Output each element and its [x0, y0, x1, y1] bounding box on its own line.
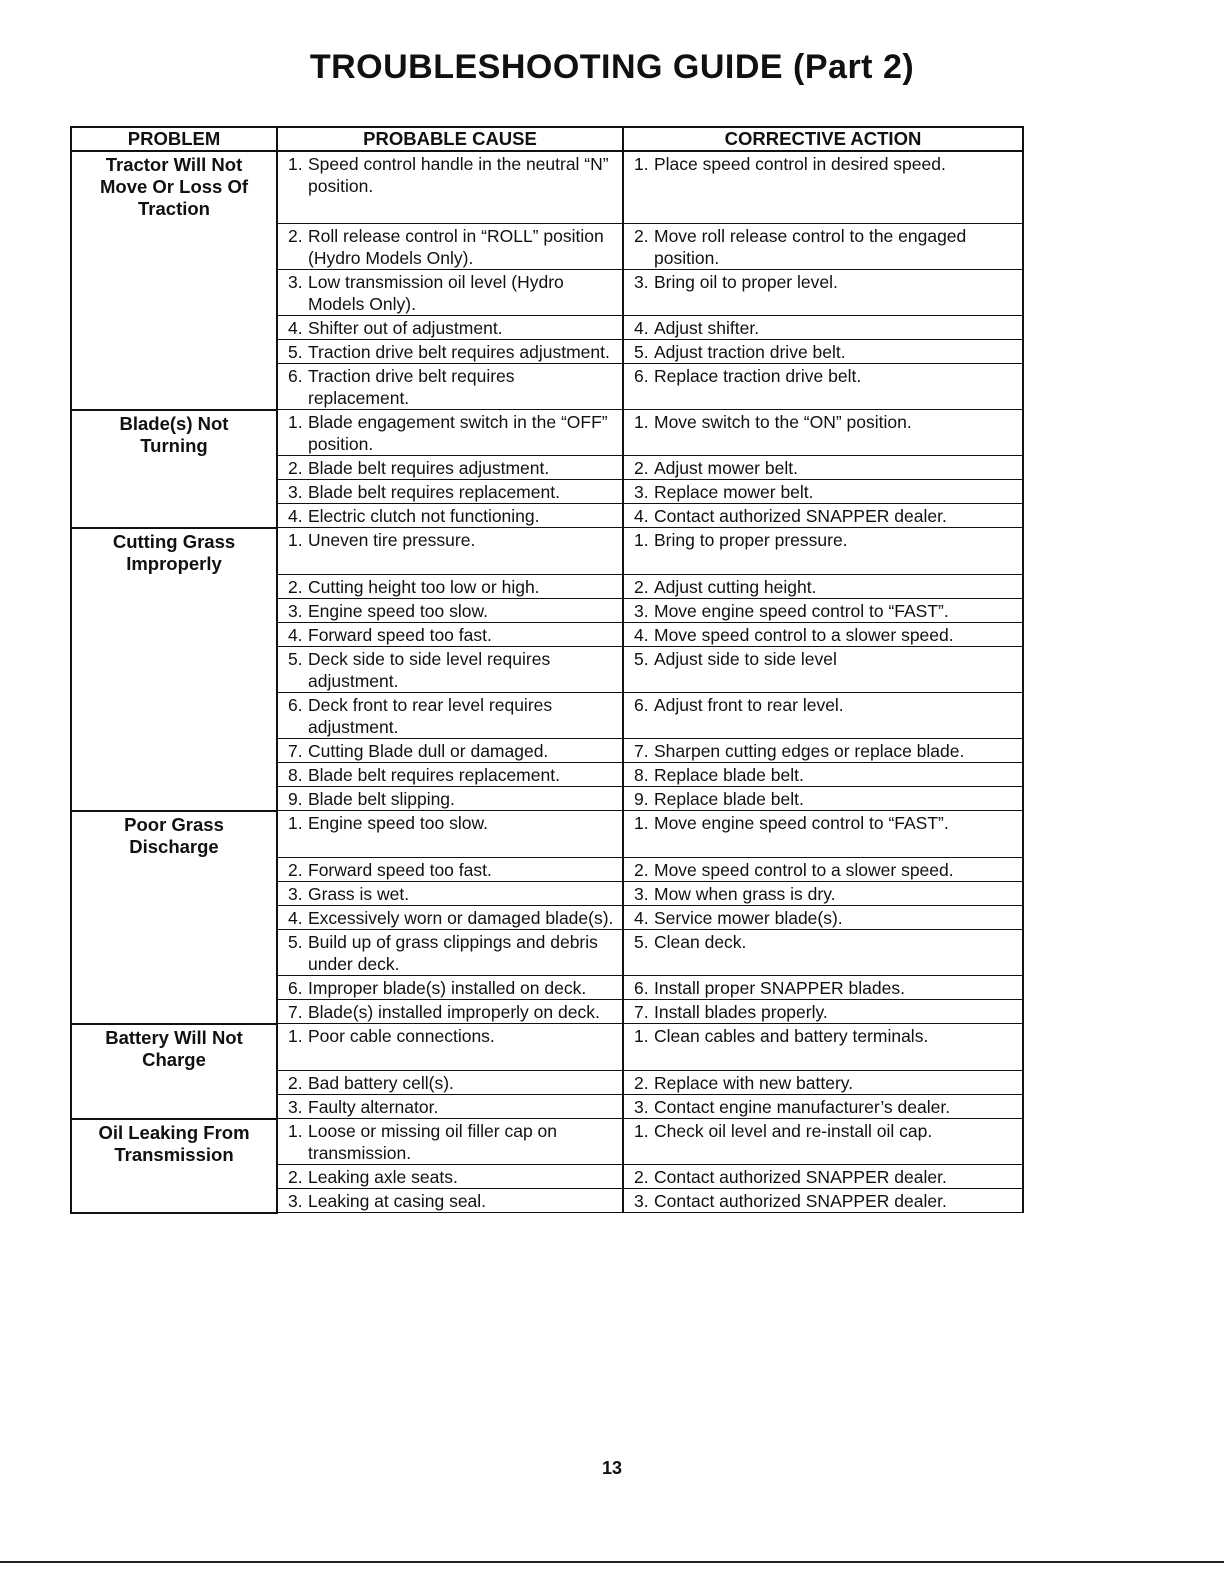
cause-number: 2.: [288, 1167, 303, 1187]
action-text: Place speed control in desired speed.: [654, 154, 946, 174]
cause-text: Blade belt requires replacement.: [308, 482, 560, 502]
action-item: [634, 529, 1016, 551]
action-cell: [623, 739, 1023, 763]
cause-item: [288, 694, 616, 738]
bottom-rule: [0, 1561, 1224, 1563]
action-number: 1.: [634, 1026, 649, 1046]
cause-item: [288, 1190, 616, 1212]
cause-text: Electric clutch not functioning.: [308, 506, 540, 526]
action-text: Adjust front to rear level.: [654, 695, 844, 715]
action-text: Replace mower belt.: [654, 482, 814, 502]
cause-item: [288, 481, 616, 503]
action-item: [634, 694, 1016, 716]
cause-item: [288, 153, 616, 197]
cause-cell: [277, 1119, 623, 1165]
action-item: [634, 1166, 1016, 1188]
action-text: Check oil level and re-install oil cap.: [654, 1121, 933, 1141]
action-column-header: CORRECTIVE ACTION: [623, 127, 1023, 151]
cause-cell: [277, 882, 623, 906]
cause-cell: [277, 575, 623, 599]
header-row: [71, 127, 1023, 151]
cause-item: [288, 225, 616, 269]
cause-item: [288, 883, 616, 905]
action-number: 4.: [634, 318, 649, 338]
action-cell: [623, 456, 1023, 480]
cause-text: Blade engagement switch in the “OFF” position.: [308, 412, 608, 454]
action-number: 6.: [634, 695, 649, 715]
action-number: 5.: [634, 932, 649, 952]
action-text: Move speed control to a slower speed.: [654, 860, 954, 880]
cause-cell: [277, 906, 623, 930]
problem-cell: Oil Leaking From Transmission: [71, 1119, 277, 1213]
cause-number: 1.: [288, 1026, 303, 1046]
action-text: Replace blade belt.: [654, 789, 804, 809]
table-row: [71, 528, 1023, 575]
cause-item: [288, 740, 616, 762]
cause-item: [288, 576, 616, 598]
action-item: [634, 457, 1016, 479]
action-cell: [623, 858, 1023, 882]
cause-number: 9.: [288, 789, 303, 809]
cause-cell: [277, 480, 623, 504]
action-item: [634, 576, 1016, 598]
action-number: 2.: [634, 226, 649, 246]
action-text: Adjust shifter.: [654, 318, 760, 338]
action-cell: [623, 1000, 1023, 1024]
action-text: Install blades properly.: [654, 1002, 828, 1022]
action-text: Service mower blade(s).: [654, 908, 843, 928]
action-text: Move engine speed control to “FAST”.: [654, 601, 949, 621]
cause-text: Leaking axle seats.: [308, 1167, 458, 1187]
page-title: TROUBLESHOOTING GUIDE (Part 2): [309, 48, 915, 86]
cause-cell: [277, 528, 623, 575]
table-row: [71, 1119, 1023, 1165]
cause-item: [288, 812, 616, 834]
cause-text: Cutting height too low or high.: [308, 577, 540, 597]
action-cell: [623, 270, 1023, 316]
cause-number: 6.: [288, 366, 303, 386]
action-text: Contact engine manufacturer’s dealer.: [654, 1097, 951, 1117]
action-cell: [623, 599, 1023, 623]
cause-text: Forward speed too fast.: [308, 860, 492, 880]
cause-cell: [277, 364, 623, 410]
action-text: Sharpen cutting edges or replace blade.: [654, 741, 965, 761]
action-number: 6.: [634, 366, 649, 386]
action-cell: [623, 623, 1023, 647]
action-text: Contact authorized SNAPPER dealer.: [654, 1191, 947, 1211]
cause-item: [288, 271, 616, 315]
action-cell: [623, 410, 1023, 456]
cause-cell: [277, 930, 623, 976]
action-cell: [623, 364, 1023, 410]
action-cell: [623, 1165, 1023, 1189]
cause-text: Loose or missing oil filler cap on transmission.: [308, 1121, 558, 1163]
cause-number: 1.: [288, 530, 303, 550]
cause-text: Deck side to side level requires adjustment.: [308, 649, 551, 691]
cause-number: 6.: [288, 695, 303, 715]
cause-number: 1.: [288, 154, 303, 174]
action-item: [634, 883, 1016, 905]
action-item: [634, 225, 1016, 269]
action-item: [634, 341, 1016, 363]
cause-item: [288, 1072, 616, 1094]
page-number: 13: [601, 1458, 623, 1478]
cause-text: Deck front to rear level requires adjustment.: [308, 695, 553, 737]
cause-number: 8.: [288, 765, 303, 785]
problem-column-header: PROBLEM: [71, 127, 277, 151]
action-number: 2.: [634, 1167, 649, 1187]
action-item: [634, 1096, 1016, 1118]
cause-text: Excessively worn or damaged blade(s).: [308, 908, 614, 928]
cause-number: 4.: [288, 625, 303, 645]
action-text: Clean deck.: [654, 932, 747, 952]
cause-text: Bad battery cell(s).: [308, 1073, 454, 1093]
cause-text: Blade belt requires adjustment.: [308, 458, 550, 478]
action-item: [634, 153, 1016, 175]
action-cell: [623, 787, 1023, 811]
action-text: Replace traction drive belt.: [654, 366, 862, 386]
cause-number: 3.: [288, 482, 303, 502]
action-item: [634, 624, 1016, 646]
action-cell: [623, 340, 1023, 364]
cause-cell: [277, 1165, 623, 1189]
action-item: [634, 859, 1016, 881]
cause-number: 1.: [288, 813, 303, 833]
action-number: 7.: [634, 741, 649, 761]
cause-cell: [277, 270, 623, 316]
action-number: 2.: [634, 1073, 649, 1093]
cause-cell: [277, 787, 623, 811]
cause-number: 5.: [288, 342, 303, 362]
action-text: Bring to proper pressure.: [654, 530, 848, 550]
action-text: Move engine speed control to “FAST”.: [654, 813, 949, 833]
action-cell: [623, 504, 1023, 528]
action-item: [634, 317, 1016, 339]
cause-number: 3.: [288, 1191, 303, 1211]
action-cell: [623, 224, 1023, 270]
action-text: Move speed control to a slower speed.: [654, 625, 954, 645]
action-number: 3.: [634, 884, 649, 904]
cause-number: 1.: [288, 412, 303, 432]
cause-item: [288, 1025, 616, 1047]
action-number: 1.: [634, 154, 649, 174]
cause-cell: [277, 811, 623, 858]
cause-text: Build up of grass clippings and debris under deck.: [308, 932, 598, 974]
cause-number: 4.: [288, 318, 303, 338]
action-number: 5.: [634, 649, 649, 669]
action-cell: [623, 906, 1023, 930]
action-cell: [623, 763, 1023, 787]
action-item: [634, 648, 1016, 670]
cause-text: Shifter out of adjustment.: [308, 318, 503, 338]
cause-text: Cutting Blade dull or damaged.: [308, 741, 549, 761]
cause-number: 3.: [288, 884, 303, 904]
cause-number: 1.: [288, 1121, 303, 1141]
action-item: [634, 812, 1016, 834]
action-cell: [623, 575, 1023, 599]
cause-cell: [277, 647, 623, 693]
cause-text: Poor cable connections.: [308, 1026, 495, 1046]
cause-text: Uneven tire pressure.: [308, 530, 476, 550]
cause-text: Low transmission oil level (Hydro Models Only).: [308, 272, 564, 314]
action-number: 4.: [634, 625, 649, 645]
action-text: Contact authorized SNAPPER dealer.: [654, 1167, 947, 1187]
cause-item: [288, 505, 616, 527]
cause-text: Speed control handle in the neutral “N” position.: [308, 154, 609, 196]
cause-text: Traction drive belt requires adjustment.: [308, 342, 610, 362]
action-number: 3.: [634, 601, 649, 621]
action-item: [634, 740, 1016, 762]
cause-cell: [277, 1024, 623, 1071]
action-number: 3.: [634, 482, 649, 502]
action-item: [634, 1001, 1016, 1023]
cause-number: 4.: [288, 908, 303, 928]
cause-item: [288, 317, 616, 339]
cause-item: [288, 907, 616, 929]
action-number: 2.: [634, 860, 649, 880]
table-row: [71, 410, 1023, 456]
cause-item: [288, 764, 616, 786]
action-item: [634, 365, 1016, 387]
action-cell: [623, 480, 1023, 504]
action-number: 2.: [634, 577, 649, 597]
action-cell: [623, 151, 1023, 224]
action-text: Mow when grass is dry.: [654, 884, 836, 904]
cause-item: [288, 600, 616, 622]
action-number: 8.: [634, 765, 649, 785]
action-number: 6.: [634, 978, 649, 998]
cause-cell: [277, 316, 623, 340]
action-item: [634, 764, 1016, 786]
action-number: 4.: [634, 506, 649, 526]
problem-cell: Cutting Grass Improperly: [71, 528, 277, 811]
cause-cell: [277, 340, 623, 364]
cause-text: Grass is wet.: [308, 884, 410, 904]
action-number: 1.: [634, 813, 649, 833]
action-number: 1.: [634, 1121, 649, 1141]
cause-item: [288, 529, 616, 551]
action-text: Clean cables and battery terminals.: [654, 1026, 929, 1046]
cause-cell: [277, 224, 623, 270]
action-cell: [623, 1095, 1023, 1119]
cause-text: Engine speed too slow.: [308, 813, 488, 833]
cause-text: Forward speed too fast.: [308, 625, 492, 645]
cause-cell: [277, 1071, 623, 1095]
cause-item: [288, 977, 616, 999]
action-item: [634, 977, 1016, 999]
action-item: [634, 411, 1016, 433]
action-text: Move roll release control to the engaged position.: [654, 226, 967, 268]
action-cell: [623, 1071, 1023, 1095]
cause-item: [288, 1096, 616, 1118]
cause-cell: [277, 504, 623, 528]
problem-cell: Poor Grass Discharge: [71, 811, 277, 1024]
cause-number: 3.: [288, 1097, 303, 1117]
cause-item: [288, 365, 616, 409]
cause-number: 5.: [288, 649, 303, 669]
action-number: 1.: [634, 412, 649, 432]
cause-cell: [277, 739, 623, 763]
cause-column-header: PROBABLE CAUSE: [277, 127, 623, 151]
cause-item: [288, 411, 616, 455]
cause-item: [288, 648, 616, 692]
cause-cell: [277, 456, 623, 480]
cause-number: 5.: [288, 932, 303, 952]
cause-cell: [277, 976, 623, 1000]
cause-text: Blade belt requires replacement.: [308, 765, 560, 785]
cause-item: [288, 341, 616, 363]
action-cell: [623, 647, 1023, 693]
cause-text: Engine speed too slow.: [308, 601, 488, 621]
cause-item: [288, 859, 616, 881]
action-item: [634, 1120, 1016, 1142]
cause-item: [288, 1001, 616, 1023]
action-item: [634, 600, 1016, 622]
problem-cell: Tractor Will Not Move Or Loss Of Traction: [71, 151, 277, 410]
cause-item: [288, 788, 616, 810]
cause-text: Faulty alternator.: [308, 1097, 439, 1117]
cause-cell: [277, 858, 623, 882]
action-item: [634, 931, 1016, 953]
action-number: 3.: [634, 1191, 649, 1211]
cause-number: 7.: [288, 741, 303, 761]
action-number: 9.: [634, 789, 649, 809]
action-number: 3.: [634, 272, 649, 292]
action-number: 4.: [634, 908, 649, 928]
cause-cell: [277, 623, 623, 647]
table-body: [71, 151, 1023, 1213]
cause-cell: [277, 599, 623, 623]
cause-text: Blade belt slipping.: [308, 789, 455, 809]
troubleshooting-table: [70, 126, 1024, 1214]
action-cell: [623, 316, 1023, 340]
action-text: Contact authorized SNAPPER dealer.: [654, 506, 947, 526]
cause-number: 4.: [288, 506, 303, 526]
table-header: [71, 127, 1023, 151]
cause-item: [288, 1120, 616, 1164]
cause-number: 2.: [288, 1073, 303, 1093]
cause-number: 7.: [288, 1002, 303, 1022]
cause-cell: [277, 763, 623, 787]
cause-item: [288, 624, 616, 646]
action-cell: [623, 1189, 1023, 1213]
cause-number: 6.: [288, 978, 303, 998]
action-item: [634, 907, 1016, 929]
cause-item: [288, 1166, 616, 1188]
action-text: Install proper SNAPPER blades.: [654, 978, 905, 998]
cause-cell: [277, 1095, 623, 1119]
action-text: Replace with new battery.: [654, 1073, 854, 1093]
action-text: Replace blade belt.: [654, 765, 804, 785]
cause-item: [288, 457, 616, 479]
action-text: Move switch to the “ON” position.: [654, 412, 912, 432]
action-cell: [623, 976, 1023, 1000]
action-number: 2.: [634, 458, 649, 478]
cause-cell: [277, 693, 623, 739]
cause-text: Blade(s) installed improperly on deck.: [308, 1002, 600, 1022]
action-cell: [623, 930, 1023, 976]
problem-cell: Battery Will Not Charge: [71, 1024, 277, 1119]
action-item: [634, 505, 1016, 527]
action-cell: [623, 528, 1023, 575]
table-row: [71, 811, 1023, 858]
action-item: [634, 481, 1016, 503]
action-number: 1.: [634, 530, 649, 550]
cause-cell: [277, 410, 623, 456]
cause-cell: [277, 1000, 623, 1024]
table-row: [71, 151, 1023, 224]
action-item: [634, 1072, 1016, 1094]
cause-number: 2.: [288, 860, 303, 880]
cause-number: 3.: [288, 601, 303, 621]
table-row: [71, 1024, 1023, 1071]
cause-text: Traction drive belt requires replacement.: [308, 366, 515, 408]
action-cell: [623, 693, 1023, 739]
cause-number: 2.: [288, 577, 303, 597]
action-item: [634, 1190, 1016, 1212]
cause-number: 3.: [288, 272, 303, 292]
action-number: 3.: [634, 1097, 649, 1117]
action-text: Adjust traction drive belt.: [654, 342, 846, 362]
action-cell: [623, 1119, 1023, 1165]
action-cell: [623, 882, 1023, 906]
action-cell: [623, 1024, 1023, 1071]
cause-cell: [277, 151, 623, 224]
cause-text: Leaking at casing seal.: [308, 1191, 487, 1211]
cause-text: Roll release control in “ROLL” position (Hydro Models Only).: [308, 226, 604, 268]
problem-cell: Blade(s) Not Turning: [71, 410, 277, 528]
cause-number: 2.: [288, 226, 303, 246]
action-cell: [623, 811, 1023, 858]
action-text: Bring oil to proper level.: [654, 272, 838, 292]
action-text: Adjust side to side level: [654, 649, 837, 669]
action-item: [634, 788, 1016, 810]
cause-text: Improper blade(s) installed on deck.: [308, 978, 587, 998]
action-number: 7.: [634, 1002, 649, 1022]
action-number: 5.: [634, 342, 649, 362]
action-item: [634, 271, 1016, 293]
action-item: [634, 1025, 1016, 1047]
action-text: Adjust cutting height.: [654, 577, 817, 597]
cause-cell: [277, 1189, 623, 1213]
cause-item: [288, 931, 616, 975]
action-text: Adjust mower belt.: [654, 458, 798, 478]
cause-number: 2.: [288, 458, 303, 478]
